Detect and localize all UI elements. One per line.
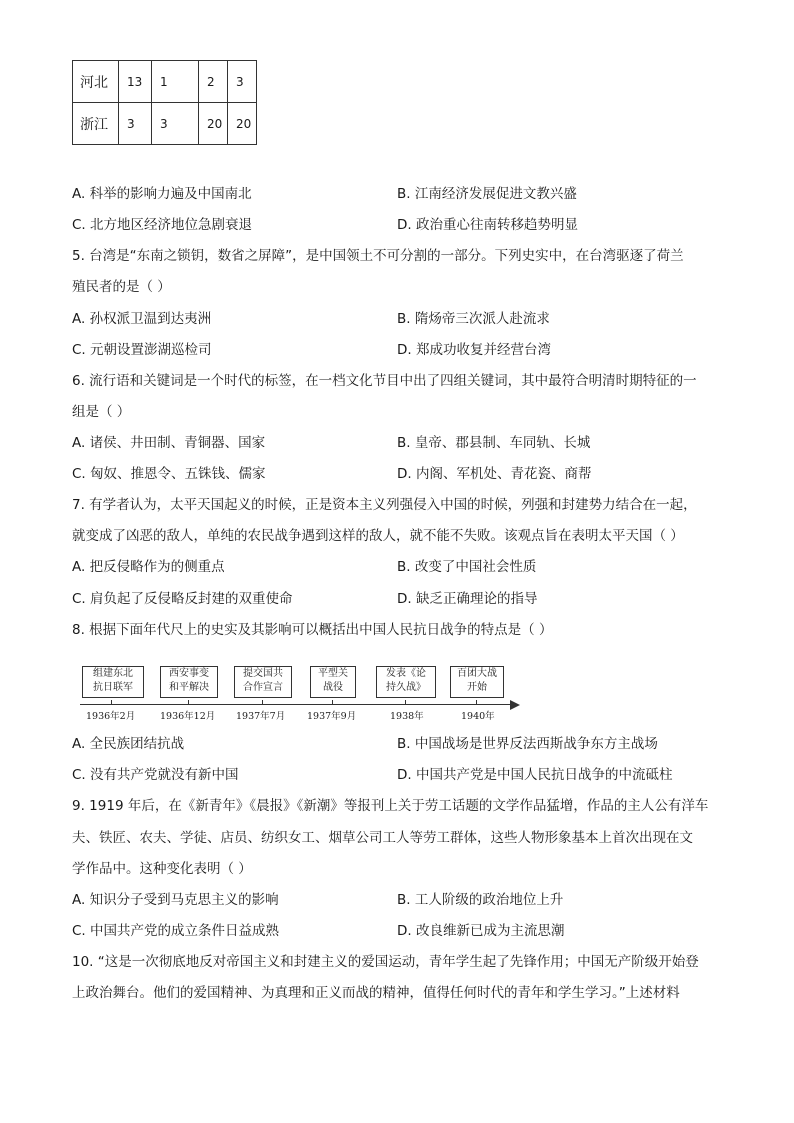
timeline-event-text: 持久战》 <box>386 682 426 693</box>
timeline-event-box <box>234 666 292 698</box>
timeline-tick <box>405 700 406 705</box>
timeline-date: 1936年12月 <box>160 711 216 722</box>
timeline-event-text: 平型关 <box>318 668 348 679</box>
timeline-date: 1937年7月 <box>236 711 286 722</box>
q8-stem-line1: 8. 根据下面年代尺上的史实及其影响可以概括出中国人民抗日战争的特点是（ ） <box>72 622 553 638</box>
timeline-event-box <box>310 666 356 698</box>
q4-option-d: D. 政治重心往南转移趋势明显 <box>397 217 578 233</box>
timeline-date: 1936年2月 <box>86 711 136 722</box>
table-cell: 3 <box>152 103 199 145</box>
table-cell: 浙江 <box>73 103 119 145</box>
data-table <box>72 60 257 145</box>
q5-stem-line2: 殖民者的是（ ） <box>72 279 171 295</box>
timeline-date: 1940年 <box>461 711 495 722</box>
timeline-event-box <box>160 666 218 698</box>
timeline-event-text: 战役 <box>323 682 343 693</box>
q4-option-c: C. 北方地区经济地位急剧衰退 <box>72 217 253 233</box>
q5-option-a: A. 孙权派卫温到达夷洲 <box>72 311 212 327</box>
timeline-axis <box>80 704 512 705</box>
timeline-event-text: 发表《论 <box>386 668 426 679</box>
table-row <box>73 103 257 145</box>
timeline-event-text: 合作宣言 <box>243 682 283 693</box>
q9-stem-line1: 9. 1919 年后，在《新青年》《晨报》《新潮》等报刊上关于劳工话题的文学作品猛增，作品的主人公有洋车 <box>72 798 709 814</box>
timeline-event-text: 西安事变 <box>169 668 209 679</box>
table-cell: 13 <box>119 61 152 103</box>
table-row <box>73 61 257 103</box>
timeline-tick <box>476 700 477 705</box>
q5-stem-line1: 5. 台湾是“东南之锁钥，数省之屏障”，是中国领土不可分割的一部分。下列史实中，在台湾驱逐了荷兰 <box>72 248 684 264</box>
timeline-tick <box>188 700 189 705</box>
q4-option-b: B. 江南经济发展促进文教兴盛 <box>397 186 577 202</box>
year-ruler-timeline <box>76 662 526 722</box>
timeline-date: 1937年9月 <box>307 711 357 722</box>
timeline-date: 1938年 <box>390 711 424 722</box>
timeline-event-text: 开始 <box>467 682 487 693</box>
table-cell: 20 <box>199 103 228 145</box>
table-cell: 3 <box>119 103 152 145</box>
table-cell: 3 <box>228 61 257 103</box>
table-cell: 20 <box>228 103 257 145</box>
q5-option-c: C. 元朝设置澎湖巡检司 <box>72 342 212 358</box>
q5-option-d: D. 郑成功收复并经营台湾 <box>397 342 551 358</box>
q6-stem-line1: 6. 流行语和关键词是一个时代的标签，在一档文化节目中出了四组关键词，其中最符合明清时期特征的一 <box>72 373 697 389</box>
timeline-event-box <box>82 666 144 698</box>
q7-stem-line1: 7. 有学者认为，太平天国起义的时候，正是资本主义列强侵入中国的时候，列强和封建势力结合在一起， <box>72 497 697 513</box>
q8-option-b: B. 中国战场是世界反法西斯战争东方主战场 <box>397 736 658 752</box>
q6-stem-line2: 组是（ ） <box>72 404 131 420</box>
timeline-tick <box>332 700 333 705</box>
table-cell: 河北 <box>73 61 119 103</box>
q9-option-d: D. 改良维新已成为主流思潮 <box>397 923 565 939</box>
q10-stem-line2: 上政治舞台。他们的爱国精神、为真理和正义而战的精神，值得任何时代的青年和学生学习。”上述材料 <box>72 985 680 1001</box>
timeline-event-text: 抗日联军 <box>93 682 133 693</box>
timeline-event-text: 和平解决 <box>169 682 209 693</box>
q7-option-a: A. 把反侵略作为的侧重点 <box>72 559 225 575</box>
timeline-event-box <box>376 666 436 698</box>
q9-stem-line2: 夫、铁匠、农夫、学徒、店员、纺织女工、烟草公司工人等劳工群体，这些人物形象基本上首次出现在文 <box>72 830 693 846</box>
timeline-event-text: 百团大战 <box>457 668 497 679</box>
timeline-event-text: 组建东北 <box>93 668 133 679</box>
q9-option-b: B. 工人阶级的政治地位上升 <box>397 892 564 908</box>
q6-option-d: D. 内阁、军机处、青花瓷、商帮 <box>397 466 592 482</box>
q6-option-c: C. 匈奴、推恩令、五铢钱、儒家 <box>72 466 266 482</box>
q8-option-a: A. 全民族团结抗战 <box>72 736 185 752</box>
timeline-tick <box>262 700 263 705</box>
table-cell: 2 <box>199 61 228 103</box>
timeline-event-box <box>450 666 504 698</box>
timeline-event-text: 提交国共 <box>243 668 283 679</box>
q8-option-c: C. 没有共产党就没有新中国 <box>72 767 239 783</box>
q7-option-d: D. 缺乏正确理论的指导 <box>397 591 538 607</box>
q6-option-b: B. 皇帝、郡县制、车同轨、长城 <box>397 435 591 451</box>
q9-stem-line3: 学作品中。这种变化表明（ ） <box>72 861 252 877</box>
q7-option-b: B. 改变了中国社会性质 <box>397 559 537 575</box>
q9-option-a: A. 知识分子受到马克思主义的影响 <box>72 892 279 908</box>
q9-option-c: C. 中国共产党的成立条件日益成熟 <box>72 923 280 939</box>
q10-stem-line1: 10. “这是一次彻底地反对帝国主义和封建主义的爱国运动，青年学生起了先锋作用；中国无产阶级开始登 <box>72 954 699 970</box>
q7-option-c: C. 肩负起了反侵略反封建的双重使命 <box>72 591 293 607</box>
timeline-tick <box>111 700 112 705</box>
q5-option-b: B. 隋炀帝三次派人赴流求 <box>397 311 550 327</box>
arrow-right-icon <box>510 700 520 710</box>
q7-stem-line2: 就变成了凶恶的敌人，单纯的农民战争遇到这样的敌人，就不能不失败。该观点旨在表明太平天国（ ） <box>72 528 684 544</box>
q8-option-d: D. 中国共产党是中国人民抗日战争的中流砥柱 <box>397 767 673 783</box>
q4-option-a: A. 科举的影响力遍及中国南北 <box>72 186 252 202</box>
table-cell: 1 <box>152 61 199 103</box>
q6-option-a: A. 诸侯、井田制、青铜器、国家 <box>72 435 266 451</box>
